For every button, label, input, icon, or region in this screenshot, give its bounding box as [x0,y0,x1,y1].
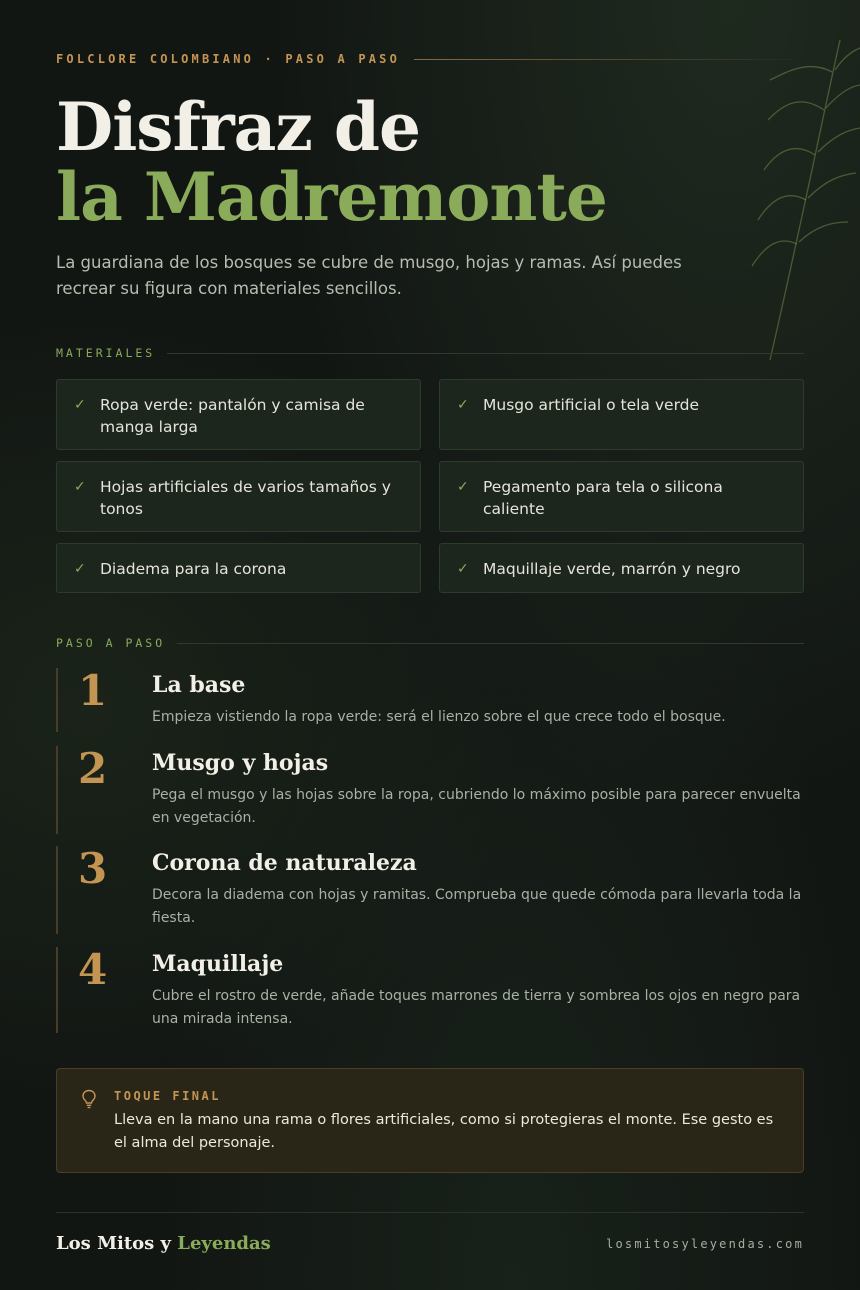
step-number: 3 [78,844,108,893]
step-title: Musgo y hojas [152,750,329,776]
step-title: La base [152,672,246,698]
check-icon: ✓ [457,397,469,413]
step-number: 1 [78,666,108,715]
material-item [56,461,421,532]
eyebrow-divider [414,59,796,60]
step-bar [56,668,58,732]
tip-label: TOQUE FINAL [114,1089,221,1103]
step-bar [56,947,58,1033]
step-number: 4 [78,945,108,994]
steps-divider [177,643,804,644]
final-tip-card [56,1068,804,1173]
material-item [56,543,421,593]
material-item [439,461,804,532]
site-link[interactable]: losmitosyleyendas.com [606,1237,804,1251]
step-bar [56,846,58,934]
brand-accent-text: Leyendas [177,1233,271,1254]
material-item [439,379,804,450]
intro-text: La guardiana de los bosques se cubre de musgo, hojas y ramas. Así puedes recrear su figura con materiales sencillos. [56,253,682,298]
title-line-1: Disfraz de [56,88,420,166]
material-text: Maquillaje verde, marrón y negro [483,560,741,578]
materials-label: MATERIALES [56,346,156,360]
material-text: Hojas artificiales de varios tamaños y tonos [100,478,391,518]
check-icon: ✓ [74,397,86,413]
steps-header [56,636,804,650]
lightbulb-icon [81,1089,97,1109]
eyebrow-row [56,52,796,66]
step-title: Corona de naturaleza [152,850,417,876]
material-text: Diadema para la corona [100,560,287,578]
materials-divider [167,353,804,354]
material-text: Ropa verde: pantalón y camisa de manga larga [100,396,365,436]
brand-logo[interactable] [56,1233,271,1254]
step-bar [56,746,58,834]
step-description: Cubre el rostro de verde, añade toques marrones de tierra y sombrea los ojos en negro para una mirada intensa. [152,988,801,1027]
title-line-2: la Madremonte [56,158,607,236]
material-text: Musgo artificial o tela verde [483,396,700,414]
material-item [56,379,421,450]
check-icon: ✓ [74,479,86,495]
step-description: Decora la diadema con hojas y ramitas. Comprueba que quede cómoda para llevarla toda la fiesta. [152,887,802,926]
footer-divider [56,1212,804,1213]
material-text: Pegamento para tela o silicona caliente [483,478,723,518]
check-icon: ✓ [74,561,86,577]
branch-decoration-icon [740,30,860,360]
tip-text: Lleva en la mano una rama o flores artificiales, como si protegieras el monte. Ese gesto es el alma del personaje. [114,1112,774,1151]
step-description: Empieza vistiendo la ropa verde: será el lienzo sobre el que crece todo el bosque. [152,709,726,725]
check-icon: ✓ [457,561,469,577]
step-description: Pega el musgo y las hojas sobre la ropa, cubriendo lo máximo posible para parecer envuelta en vegetación. [152,787,801,826]
page-title [56,88,607,236]
material-item [439,543,804,593]
steps-label: PASO A PASO [56,636,166,650]
step-number: 2 [78,744,108,793]
eyebrow: FOLCLORE COLOMBIANO · PASO A PASO [56,52,401,66]
check-icon: ✓ [457,479,469,495]
brand-text: Los Mitos y [56,1233,172,1254]
materials-header [56,346,804,360]
step-title: Maquillaje [152,951,284,977]
